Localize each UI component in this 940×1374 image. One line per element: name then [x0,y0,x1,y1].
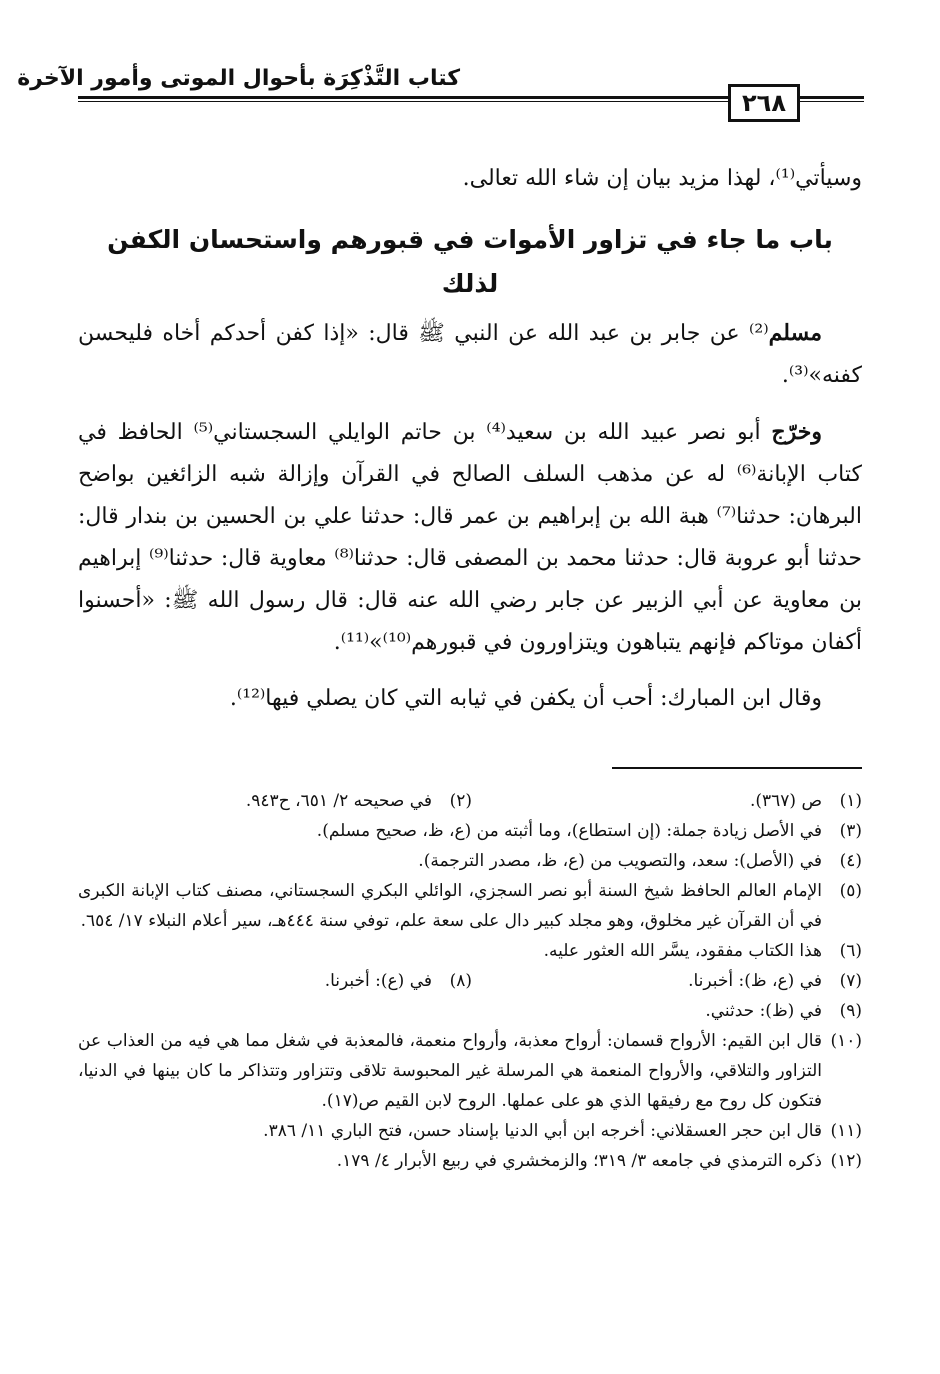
source-name-muslim: مسلم [768,320,822,346]
footnote-row [78,966,862,996]
paragraph-1: وسيأتي⁽¹⁾، لهذا مزيد بيان إن شاء الله تعالى. [462,166,862,191]
paragraph-3 [78,411,862,664]
footnote-4 [78,846,862,876]
header-rule [78,96,730,99]
paragraph-3-text: أبو نصر عبيد الله بن سعيد⁽⁴⁾ بن حاتم الوايلي السجستاني⁽⁵⁾ الحافظ في كتاب الإبانة⁽⁶⁾ له عن مذهب السلف الصالح في القرآن وإزالة شبه الزائغين بواضح البرهان: حدثنا⁽⁷⁾ هبة الله بن إبراهيم بن عمر قال: حدثنا علي بن الحسين بن بندار قال: حدثنا أبو عروبة قال: حدثنا محمد بن المصفى قال: حدثنا⁽⁸⁾ معاوية قال: حدثنا⁽⁹⁾ إبراهيم بن معاوية عن أبي الزبير عن جابر رضي الله عنه قال: قال رسول الله ﷺ: «أحسنوا أكفان موتاكم فإنهم يتباهون ويتزاورون في قبورهم⁽¹⁰⁾»⁽¹¹⁾. [78,420,862,655]
paragraph-2-text: ⁽²⁾ عن جابر بن عبد الله عن النبي ﷺ قال: «إذا كفن أحدكم أخاه فليحسن كفنه»⁽³⁾. [78,321,862,388]
footnote-text: في (ع، ظ): أخبرنا. [688,971,822,991]
footnote-number: (٨) [449,971,472,991]
footnote-number: (١١) [830,1121,862,1141]
footnote-text: في الأصل زيادة جملة: (إن استطاع)، وما أثبته من (ع، ظ، صحيح مسلم). [316,821,822,841]
footnote-5 [78,876,862,936]
footnote-number: (٢) [449,791,472,811]
footnote-text: ذكره الترمذي في جامعه ٣/ ٣١٩؛ والزمخشري في ربيع الأبرار ٤/ ١٧٩. [336,1151,822,1171]
footnote-rule [612,767,862,769]
footnote-text: في (الأصل): سعد، والتصويب من (ع، ظ، مصدر الترجمة). [418,851,822,871]
header-rule-thin [78,101,730,102]
header-rule-right [800,96,864,99]
footnote-number: (٧) [839,971,862,991]
footnote-10 [78,1026,862,1116]
footnote-3 [78,816,862,846]
footnote-number: (٤) [839,851,862,871]
footnote-8 [82,966,472,996]
footnote-6 [78,936,862,966]
page-header [0,0,940,140]
paragraph-2 [78,312,862,397]
footnotes [78,786,862,1176]
section-heading: باب ما جاء في تزاور الأموات في قبورهم واستحسان الكفن لذلك [107,225,833,298]
footnote-1 [472,786,862,816]
footnote-number: (٦) [839,941,862,961]
footnote-text: في (ع): أخبرنا. [324,971,432,991]
footnote-9 [78,996,862,1026]
footnote-number: (٥) [839,881,862,901]
footnote-text: هذا الكتاب مفقود، يسَّر الله العثور عليه. [543,941,822,961]
footnote-text: قال ابن القيم: الأرواح قسمان: أرواح معذبة، وأرواح منعمة، فالمعذبة في شغل مما هي فيه من العذاب عن التزاور والتلاقي، والأرواح المنعمة هي المرسلة غير المحبوسة تلاقى وتتزاور وتتذاكر ما كان بينها في الدنيا، فتكون كل روح مع رفيقها الذي هو على عملها. الروح لابن القيم ص(١٧). [78,1031,822,1111]
footnote-number: (١٠) [830,1031,862,1051]
footnote-number: (٩) [839,1001,862,1021]
header-rule-right-thin [800,101,864,102]
spacer [78,397,862,411]
footnote-text: في صحيحه ٢/ ٦٥١، ح٩٤٣. [245,791,432,811]
footnote-text: في (ظ): حدثني. [705,1001,822,1021]
footnote-row [78,786,862,816]
footnote-11 [78,1116,862,1146]
main-text [78,158,862,720]
footnote-number: (٣) [839,821,862,841]
footnote-text: الإمام العالم الحافظ شيخ السنة أبو نصر السجزي، الوائلي البكري السجستاني، مصنف كتاب الإبانة الكبرى في أن القرآن غير مخلوق، وهو مجلد كبير دال على سعة علم، توفي سنة ٤٤٤هـ، سير أعلام النبلاء ١٧/ ٦٥٤. [78,881,822,931]
spacer [78,664,862,678]
footnote-12 [78,1146,862,1176]
source-verb: وخرّج [771,419,822,445]
footnote-text: ص (٣٦٧). [749,791,822,811]
footnote-7 [472,966,862,996]
footnote-number: (١) [839,791,862,811]
footnote-2 [82,786,472,816]
footnote-number: (١٢) [830,1151,862,1171]
running-title: كتاب التَّذْكِرَة بأحوال الموتى وأمور الآخرة [17,66,460,91]
paragraph-4: وقال ابن المبارك: أحب أن يكفن في ثيابه التي كان يصلي فيها⁽¹²⁾. [229,686,822,711]
footnote-text: قال ابن حجر العسقلاني: أخرجه ابن أبي الدنيا بإسناد حسن، فتح الباري ١١/ ٣٨٦. [263,1121,822,1141]
page-number: ٢٦٨ [728,84,800,122]
